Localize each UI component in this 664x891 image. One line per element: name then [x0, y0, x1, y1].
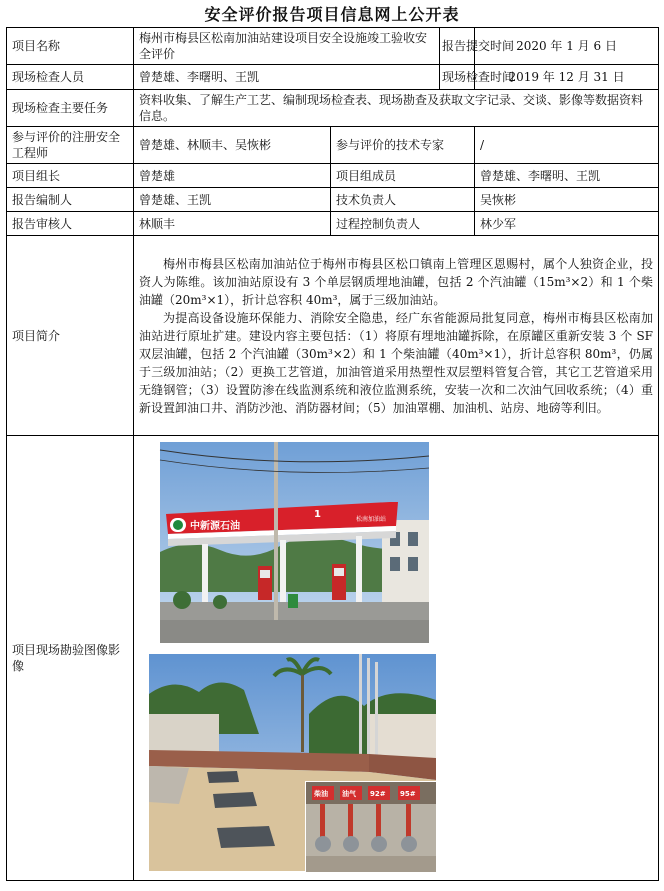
label-process-lead: 过程控制负责人	[331, 212, 475, 236]
info-table	[6, 27, 659, 881]
label-tech-lead: 技术负责人	[331, 188, 475, 212]
photos-cell	[134, 436, 659, 881]
label-team-leader: 项目组长	[7, 164, 134, 188]
page-title: 安全评价报告项目信息网上公开表	[204, 5, 460, 24]
row-inspectors	[7, 65, 659, 90]
label-summary: 项目简介	[7, 236, 134, 436]
summary-paragraph-2: 为提高设备设施环保能力、消除安全隐患，经广东省能源局批复同意，梅州市梅县区松南加油站进行原址扩建。建设内容主要包括：（1）将原有埋地油罐拆除，在原罐区重新安装 3 个 SF 双层油罐，包括 2 个汽油罐（30m³×2）和 1 个柴油罐（40m³×1），折计总容积 80m³，仍属于三级加油站；（2）更换工艺管道，加油管道采用热塑性双层塑料管复合管，其它工艺管道采用无缝钢管；（3）设置防渗在线监测系统和液位监测系统，安装一次和二次油气回收系统；（4）重新设置卸油口井、消防沙池、消防器材间；（5）加油罩棚、加油机、站房、地磅等利旧。	[139, 310, 654, 415]
label-inspect-date: 现场检查时间	[440, 65, 475, 90]
station-canopy-photo	[160, 442, 429, 643]
row-team	[7, 164, 659, 188]
pump-number: 1	[314, 509, 321, 520]
value-reviewer: 林顺丰	[134, 212, 331, 236]
label-experts: 参与评价的技术专家	[331, 127, 475, 164]
label-engineers: 参与评价的注册安全工程师	[7, 127, 134, 164]
row-photos	[7, 436, 659, 881]
label-photos: 项目现场勘验图像影像	[7, 436, 134, 881]
value-team-leader: 曾楚雄	[134, 164, 331, 188]
canopy-station: 松南加油站	[356, 516, 387, 523]
value-main-tasks: 资料收集、了解生产工艺、编制现场检查表、现场勘查及获取文字记录、交谈、影像等数据资料信息。	[134, 90, 659, 127]
label-inspectors: 现场检查人员	[7, 65, 134, 90]
summary-paragraph-1: 梅州市梅县区松南加油站位于梅州市梅县区松口镇南上管理区恩赐村，属个人独资企业，投资人为陈维。该加油站原设有 3 个单层钢质埋地油罐，包括 2 个汽油罐（15m³×2）和 1 个柴油罐（20m³×1），折计总容积 40m³，属于三级加油站。	[139, 256, 654, 307]
canopy-brand: 中新源石油	[190, 521, 240, 532]
value-project-name: 梅州市梅县区松南加油站建设项目安全设施竣工验收安全评价	[134, 28, 440, 65]
label-compiler: 报告编制人	[7, 188, 134, 212]
value-compiler: 曾楚雄、王凯	[134, 188, 331, 212]
label-team-members: 项目组成员	[331, 164, 475, 188]
pipe-tag-2: 油气	[342, 790, 356, 798]
row-engineers	[7, 127, 659, 164]
value-experts: /	[475, 127, 659, 164]
row-reviewer	[7, 212, 659, 236]
value-inspectors: 曾楚雄、李曙明、王凯	[134, 65, 440, 90]
row-project-name	[7, 28, 659, 65]
summary-text	[134, 236, 659, 436]
label-reviewer: 报告审核人	[7, 212, 134, 236]
pipe-tag-4: 95#	[400, 790, 416, 798]
value-engineers: 曾楚雄、林顺丰、吴恢彬	[134, 127, 331, 164]
value-tech-lead: 吴恢彬	[475, 188, 659, 212]
label-submit-date: 报告提交时间	[440, 28, 475, 65]
value-process-lead: 林少军	[475, 212, 659, 236]
value-inspect-date: 2019 年 12 月 31 日	[475, 65, 659, 90]
value-team-members: 曾楚雄、李曙明、王凯	[475, 164, 659, 188]
row-summary	[7, 236, 659, 436]
pipe-tag-3: 92#	[370, 790, 386, 798]
row-main-tasks	[7, 90, 659, 127]
label-project-name: 项目名称	[7, 28, 134, 65]
pipe-inset-photo	[305, 781, 437, 873]
pipe-tag-1: 柴油	[314, 790, 328, 798]
value-submit-date: 2020 年 1 月 6 日	[475, 28, 659, 65]
row-compiler	[7, 188, 659, 212]
label-main-tasks: 现场检查主要任务	[7, 90, 134, 127]
